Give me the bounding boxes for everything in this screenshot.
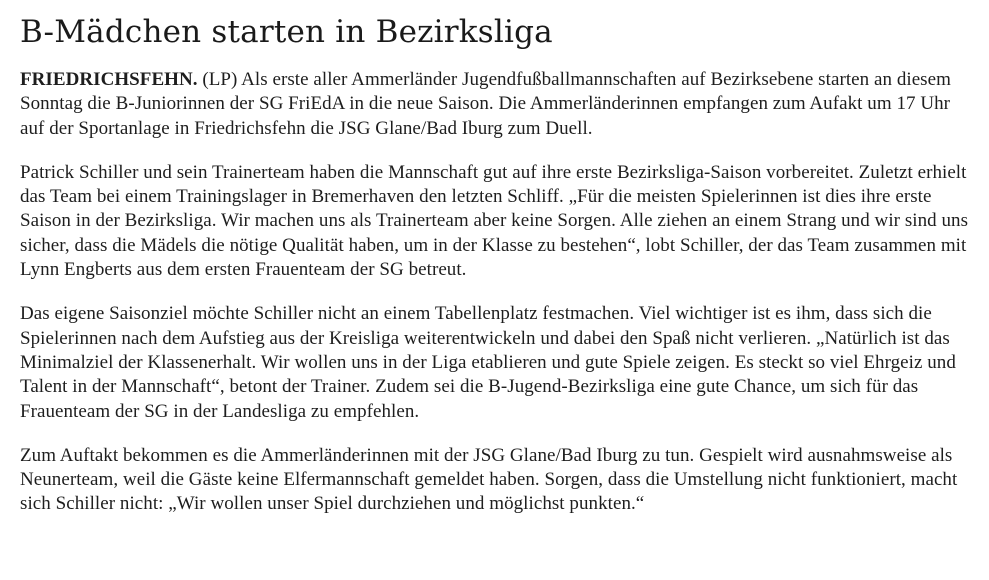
article-headline: B-Mädchen starten in Bezirksliga	[20, 14, 553, 50]
article-paragraph-1	[20, 68, 970, 141]
article-paragraph-1-text: (LP) Als erste aller Ammerländer Jugendfußballmannschaften auf Bezirksebene starten an diesem Sonntag die B-Juniorinnen der SG FriEdA in die neue Saison. Die Ammerländerinnen empfangen zum Aufakt um 17 Uhr auf der Sportanlage in Friedrichsfehn die JSG Glane/Bad Iburg zum Duell.	[20, 69, 951, 139]
article-dateline: FRIEDRICHSFEHN.	[20, 69, 198, 90]
article-paragraph-2: Patrick Schiller und sein Trainerteam haben die Mannschaft gut auf ihre erste Bezirksliga-Saison vorbereitet. Zuletzt erhielt das Team bei einem Trainingslager in Bremerhaven den letzten Schliff. „Für die meisten Spielerinnen ist dies ihre erste Saison in der Bezirksliga. Wir machen uns als Trainerteam aber keine Sorgen. Alle ziehen an einem Strang und wir sind uns sicher, dass die Mädels die nötige Qualität haben, um in der Klasse zu bestehen“, lobt Schiller, der das Team zusammen mit Lynn Engberts aus dem ersten Frauenteam der SG betreut.	[20, 161, 969, 281]
article-paragraph-3: Das eigene Saisonziel möchte Schiller nicht an einem Tabellenplatz festmachen. Viel wichtiger ist es ihm, dass sich die Spielerinnen nach dem Aufstieg aus der Kreisliga weiterentwickeln und dabei den Spaß nicht verlieren. „Natürlich ist das Minimalziel der Klassenerhalt. Wir wollen uns in der Liga etablieren und gute Spiele zeigen. Es steckt so viel Ehrgeiz und Talent in der Mannschaft“, betont der Trainer. Zudem sei die B-Jugend-Bezirksliga eine gute Chance, um sich für das Frauenteam der SG in der Landesliga zu empfehlen.	[20, 303, 956, 422]
article-paragraph-4: Zum Auftakt bekommen es die Ammerländerinnen mit der JSG Glane/Bad Iburg zu tun. Gespielt wird ausnahmsweise als Neunerteam, weil die Gäste keine Elfermannschaft gemeldet haben. Sorgen, dass die Umstellung nicht funktioniert, macht sich Schiller nicht: „Wir wollen unser Spiel durchziehen und möglichst punkten.“	[20, 444, 958, 515]
article	[20, 10, 970, 537]
